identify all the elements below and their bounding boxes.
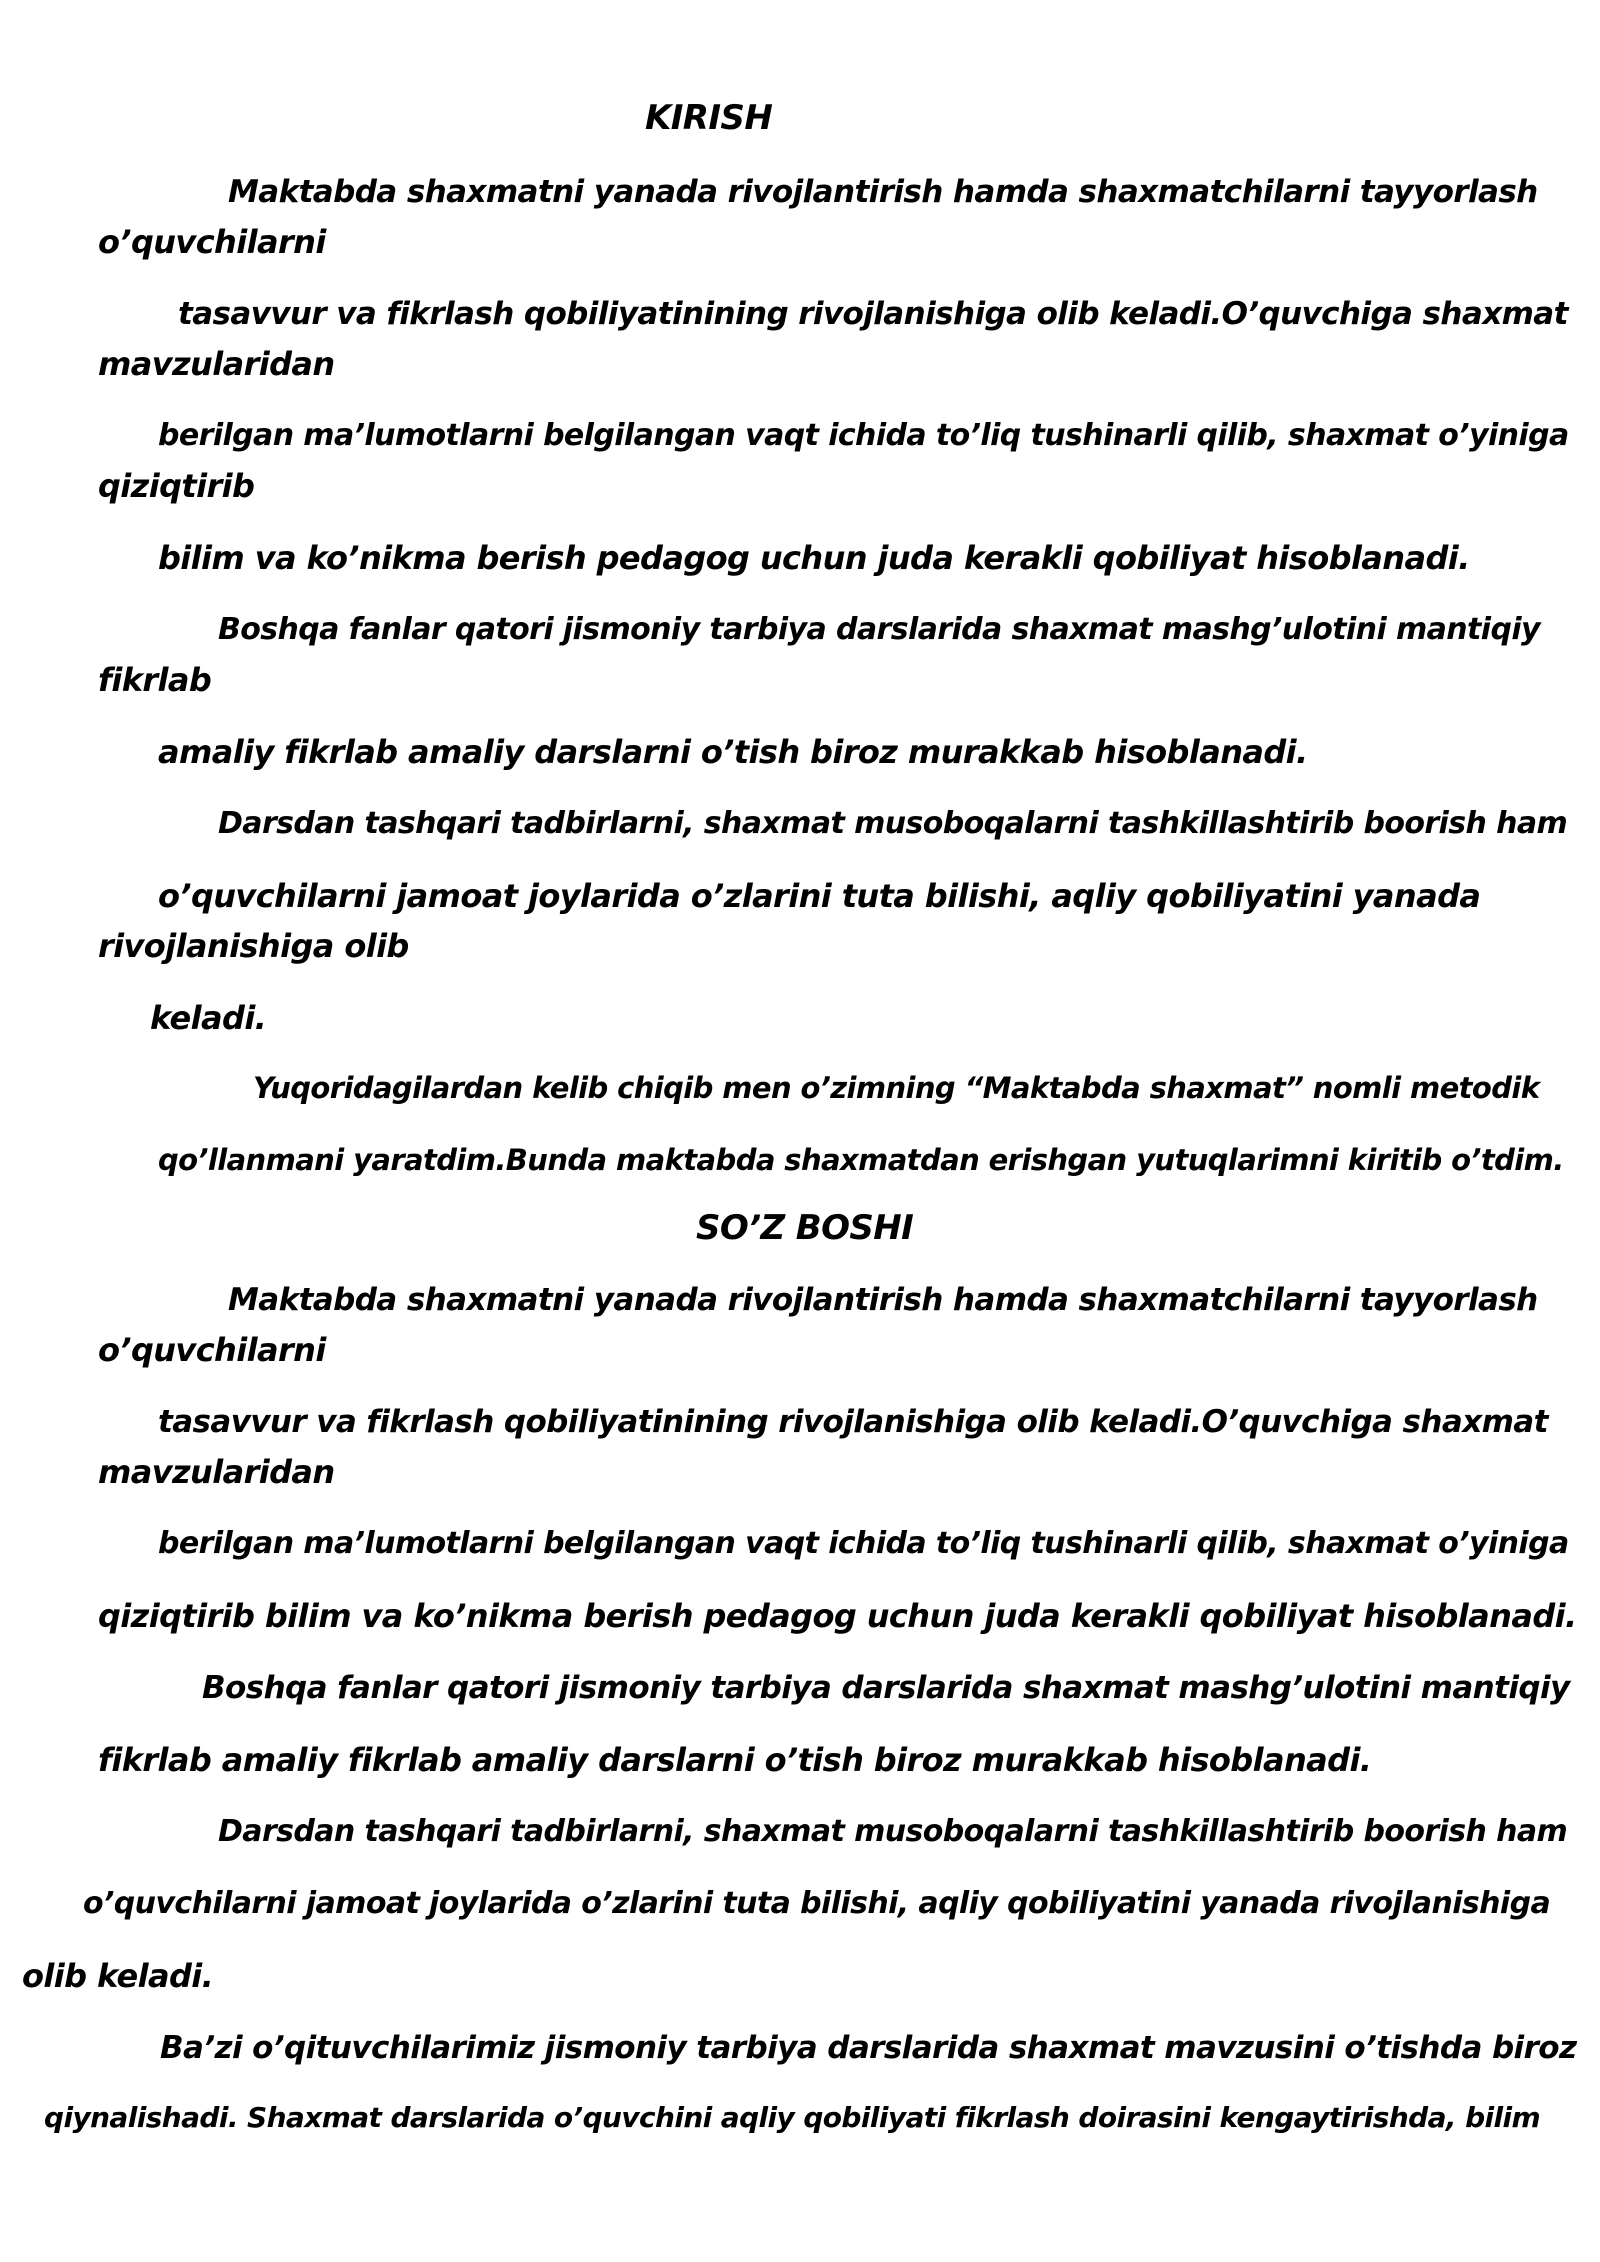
text-line-25: Darsdan tashqari tadbirlarni, shaxmat musoboqalarni tashkillashtirib boorish ham xyxy=(218,1814,1568,1849)
text-line-13: rivojlanishiga olib xyxy=(98,927,409,965)
text-line-15: Yuqoridagilardan kelib chiqib men o’zimning “Maktabda shaxmat” nomli metodik xyxy=(253,1071,1540,1105)
text-line-16: qo’llanmani yaratdim.Bunda maktabda shaxmatdan erishgan yutuqlarimni kiritib o’tdim. xyxy=(158,1143,1564,1177)
text-line-4: mavzularidan xyxy=(98,345,335,383)
text-line-9: fikrlab xyxy=(98,661,212,699)
text-line-1: Maktabda shaxmatni yanada rivojlantirish hamda shaxmatchilarni tayyorlash xyxy=(228,174,1538,210)
text-line-27: olib keladi. xyxy=(22,1957,214,1995)
text-line-7: bilim va ko’nikma berish pedagog uchun juda kerakli qobiliyat hisoblanadi. xyxy=(158,539,1470,577)
text-line-23: Boshqa fanlar qatori jismoniy tarbiya darslarida shaxmat mashg’ulotini mantiqiy xyxy=(202,1670,1570,1706)
text-line-18: o’quvchilarni xyxy=(98,1331,326,1369)
text-line-24: fikrlab amaliy fikrlab amaliy darslarni o’tish biroz murakkab hisoblanadi. xyxy=(98,1741,1372,1779)
text-line-12: o’quvchilarni jamoat joylarida o’zlarini tuta bilishi, aqliy qobiliyatini yanada xyxy=(158,877,1481,915)
text-line-20: mavzularidan xyxy=(98,1453,335,1491)
heading-kirish: KIRISH xyxy=(645,98,773,138)
text-line-11: Darsdan tashqari tadbirlarni, shaxmat musoboqalarni tashkillashtirib boorish ham xyxy=(218,806,1568,841)
heading-soz-boshi: SO’Z BOSHI xyxy=(696,1208,914,1248)
text-line-6: qiziqtirib xyxy=(98,467,255,505)
text-line-5: berilgan ma’lumotlarni belgilangan vaqt ichida to’liq tushinarli qilib, shaxmat o’yiniga xyxy=(158,418,1569,453)
text-line-2: o’quvchilarni xyxy=(98,223,326,261)
text-line-14: keladi. xyxy=(150,999,267,1037)
text-line-10: amaliy fikrlab amaliy darslarni o’tish biroz murakkab hisoblanadi. xyxy=(158,733,1308,771)
text-line-28: Ba’zi o’qituvchilarimiz jismoniy tarbiya darslarida shaxmat mavzusini o’tishda biroz xyxy=(160,2030,1577,2066)
text-line-17: Maktabda shaxmatni yanada rivojlantirish hamda shaxmatchilarni tayyorlash xyxy=(228,1282,1538,1318)
text-line-29: qiynalishadi. Shaxmat darslarida o’quvchini aqliy qobiliyati fikrlash doirasini kengaytirishda, bilim xyxy=(44,2101,1541,2134)
text-line-21: berilgan ma’lumotlarni belgilangan vaqt ichida to’liq tushinarli qilib, shaxmat o’yiniga xyxy=(158,1526,1569,1561)
text-line-22: qiziqtirib bilim va ko’nikma berish pedagog uchun juda kerakli qobiliyat hisoblanadi. xyxy=(98,1597,1577,1635)
text-line-26: o’quvchilarni jamoat joylarida o’zlarini tuta bilishi, aqliy qobiliyatini yanada rivojlanishiga xyxy=(83,1886,1551,1921)
text-line-3: tasavvur va fikrlash qobiliyatinining rivojlanishiga olib keladi.O’quvchiga shaxmat xyxy=(178,296,1568,332)
text-line-19: tasavvur va fikrlash qobiliyatinining rivojlanishiga olib keladi.O’quvchiga shaxmat xyxy=(158,1404,1548,1440)
text-line-8: Boshqa fanlar qatori jismoniy tarbiya darslarida shaxmat mashg’ulotini mantiqiy xyxy=(218,612,1540,647)
